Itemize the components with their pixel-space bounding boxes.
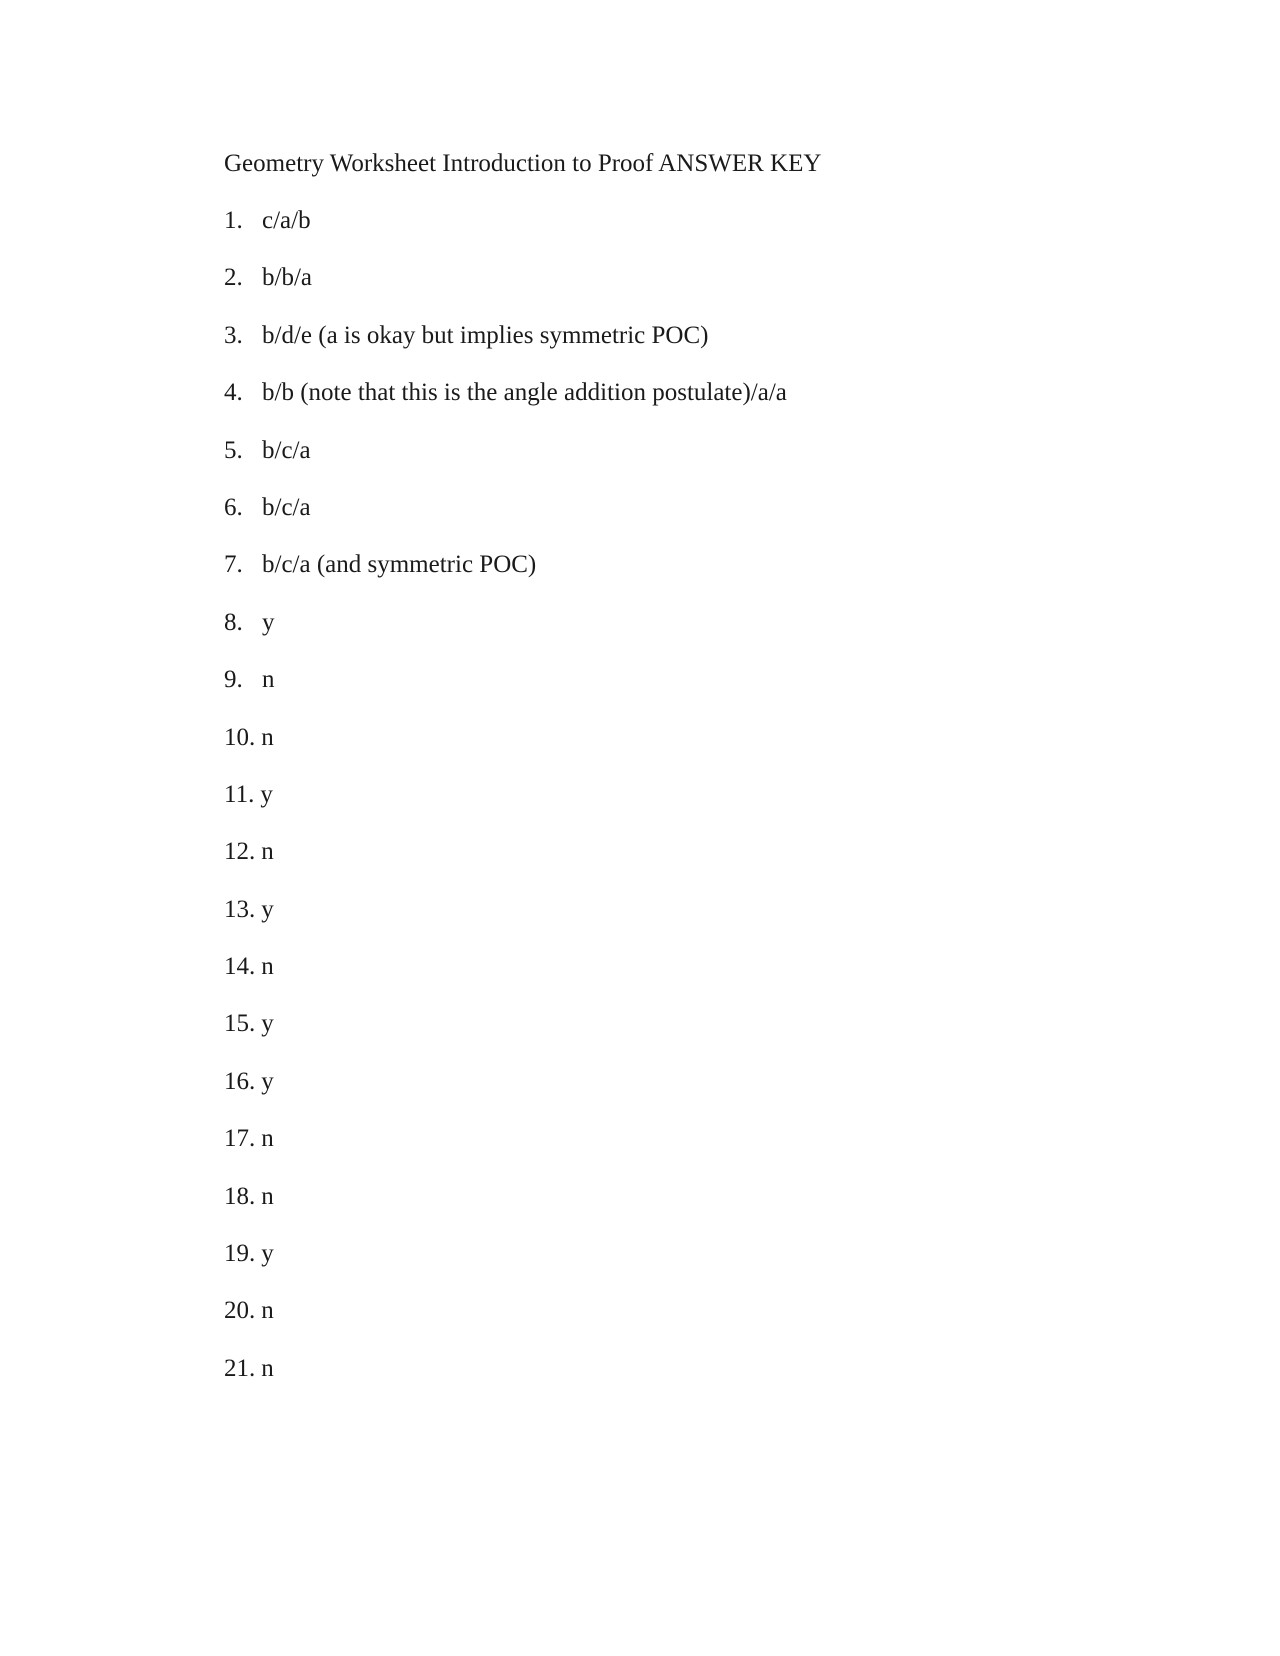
list-item	[224, 1295, 787, 1352]
item-answer: n	[261, 838, 274, 866]
list-item	[224, 205, 787, 262]
list-item	[224, 1008, 787, 1065]
list-item	[224, 779, 787, 836]
item-number: 21.	[224, 1354, 256, 1382]
item-answer: n	[261, 1297, 274, 1325]
item-number: 20.	[224, 1297, 256, 1325]
list-item	[224, 320, 787, 377]
item-answer: n	[262, 666, 275, 694]
item-number: 17.	[224, 1125, 256, 1153]
item-number: 10.	[224, 723, 256, 751]
list-item	[224, 894, 787, 951]
item-number: 9.	[224, 666, 243, 694]
item-number: 13.	[224, 895, 256, 923]
list-item	[224, 951, 787, 1008]
item-answer: n	[261, 723, 274, 751]
item-answer: y	[261, 1240, 274, 1268]
item-number: 18.	[224, 1182, 256, 1210]
item-number: 2.	[224, 264, 243, 292]
list-item	[224, 1181, 787, 1238]
item-number: 16.	[224, 1067, 256, 1095]
item-number: 14.	[224, 953, 256, 981]
item-answer: y	[261, 1067, 274, 1095]
list-item	[224, 1238, 787, 1295]
item-answer: n	[261, 1354, 274, 1382]
item-number: 1.	[224, 207, 243, 234]
item-answer: b/c/a	[262, 436, 311, 464]
item-answer: b/d/e (a is okay but implies symmetric POC)	[262, 321, 709, 349]
item-answer: y	[262, 608, 275, 636]
item-answer: n	[261, 953, 274, 981]
answer-list	[224, 205, 787, 1410]
list-item	[224, 1353, 787, 1410]
list-item	[224, 1066, 787, 1123]
item-answer: n	[261, 1125, 274, 1153]
list-item	[224, 836, 787, 893]
item-answer: b/c/a (and symmetric POC)	[262, 551, 537, 579]
item-answer: n	[261, 1182, 274, 1210]
list-item	[224, 1123, 787, 1180]
item-number: 12.	[224, 838, 256, 866]
list-item	[224, 664, 787, 721]
item-number: 3.	[224, 321, 243, 349]
item-number: 7.	[224, 551, 243, 579]
list-item	[224, 722, 787, 779]
item-number: 4.	[224, 379, 243, 407]
list-item	[224, 262, 787, 319]
item-answer: y	[261, 1010, 274, 1038]
item-number: 15.	[224, 1010, 256, 1038]
item-number: 8.	[224, 608, 243, 636]
item-number: 6.	[224, 493, 243, 521]
item-number: 5.	[224, 436, 243, 464]
item-answer: c/a/b	[262, 207, 311, 234]
item-number: 11.	[224, 780, 255, 808]
item-number: 19.	[224, 1240, 256, 1268]
list-item	[224, 435, 787, 492]
list-item	[224, 377, 787, 434]
page-title: Geometry Worksheet Introduction to Proof ANSWER KEY	[224, 150, 822, 177]
list-item	[224, 549, 787, 606]
item-answer: b/c/a	[262, 493, 311, 521]
list-item	[224, 492, 787, 549]
item-answer: y	[260, 780, 273, 808]
item-answer: b/b/a	[262, 264, 312, 292]
list-item	[224, 607, 787, 664]
item-answer: b/b (note that this is the angle addition postulate)/a/a	[262, 379, 787, 407]
item-answer: y	[261, 895, 274, 923]
